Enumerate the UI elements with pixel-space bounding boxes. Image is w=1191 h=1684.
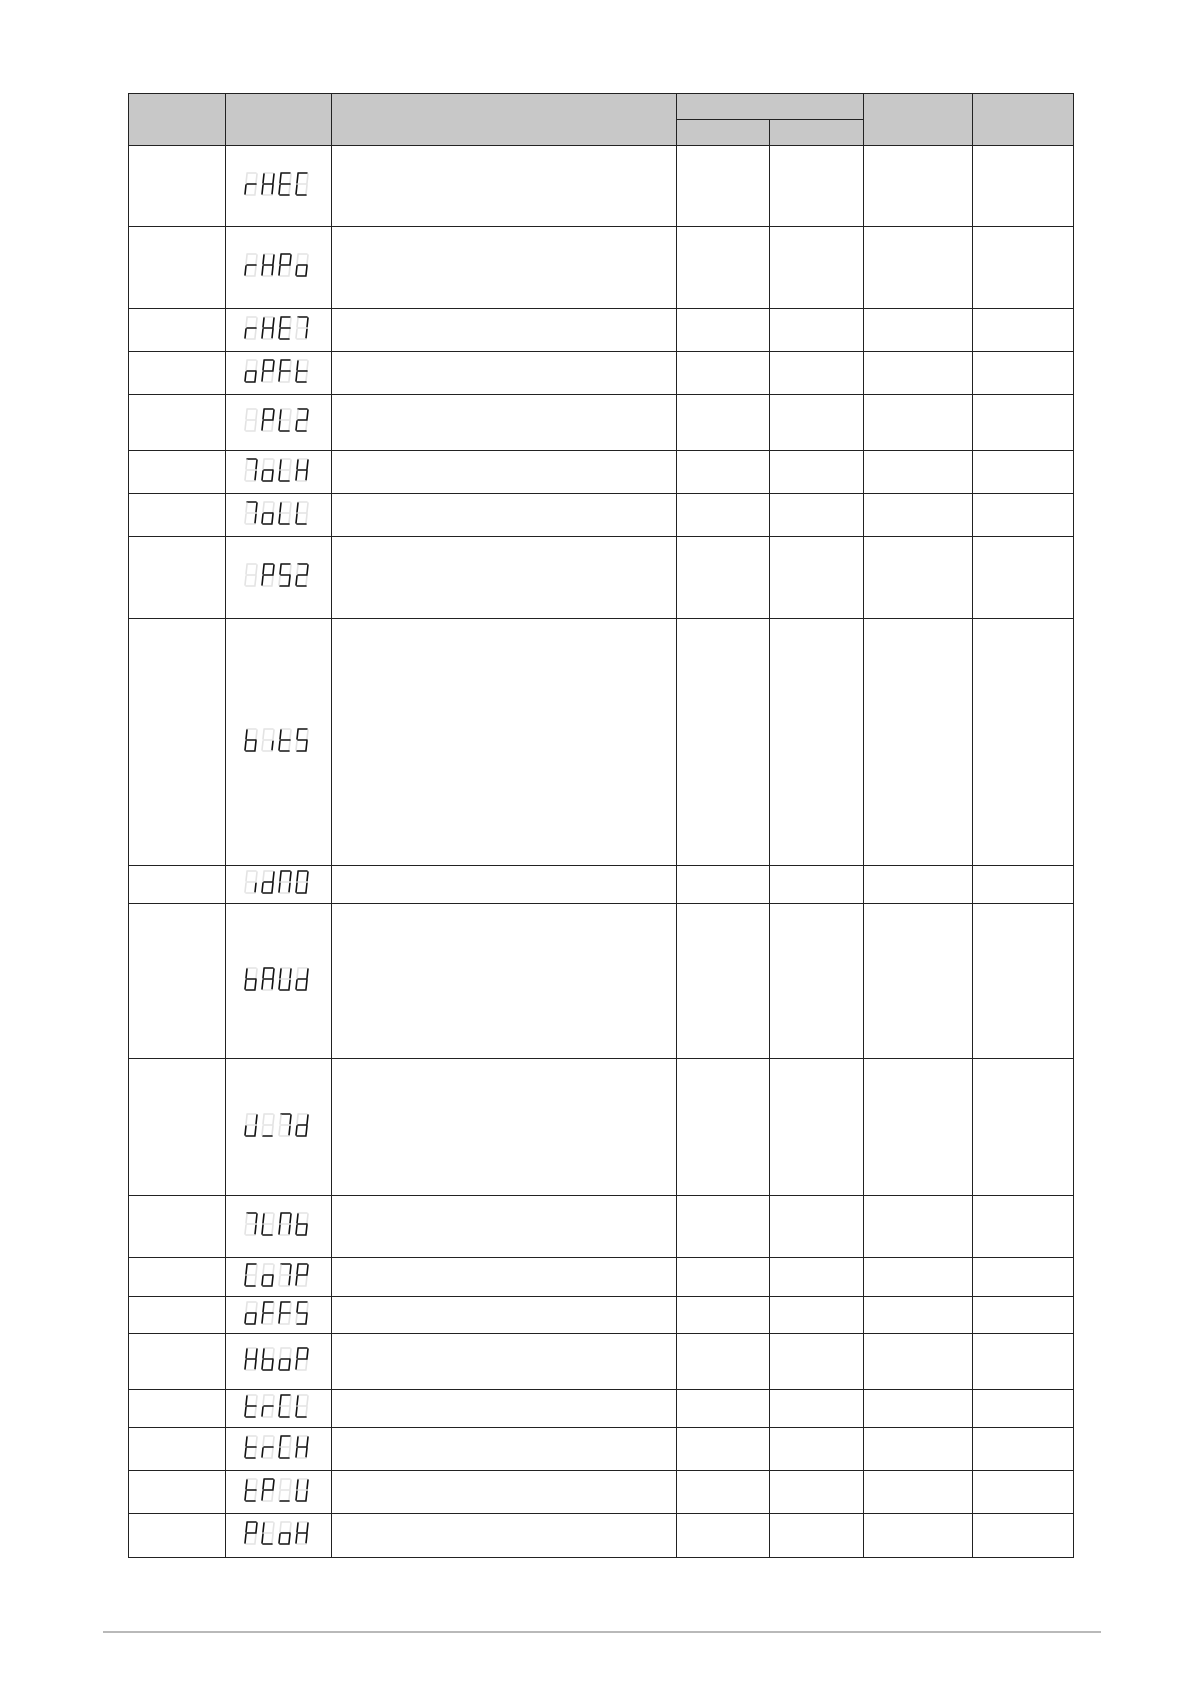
table-cell — [677, 619, 770, 866]
table-cell — [332, 352, 677, 395]
parameter-code-display — [226, 866, 332, 904]
table-cell — [863, 227, 972, 309]
header-group — [677, 94, 863, 120]
seven-segment-code — [243, 406, 315, 439]
table-row — [129, 904, 1074, 1059]
parameter-code-display — [226, 1514, 332, 1558]
table-cell — [770, 309, 863, 352]
header-col-3 — [332, 94, 677, 146]
table-row — [129, 494, 1074, 537]
table-cell — [863, 619, 972, 866]
table-row — [129, 1514, 1074, 1558]
table-cell — [129, 451, 226, 494]
seven-segment-code — [243, 170, 315, 203]
table-cell — [677, 1196, 770, 1258]
parameter-code-display — [226, 1059, 332, 1196]
table-cell — [972, 866, 1073, 904]
table-cell — [677, 1390, 770, 1428]
table-cell — [972, 1196, 1073, 1258]
table-cell — [770, 904, 863, 1059]
table-cell — [972, 1297, 1073, 1334]
table-cell — [332, 146, 677, 227]
parameter-code-display — [226, 619, 332, 866]
seven-segment-code — [243, 726, 315, 759]
table-row — [129, 1059, 1074, 1196]
seven-segment-code — [243, 561, 315, 594]
table-cell — [770, 1059, 863, 1196]
table-cell — [770, 1297, 863, 1334]
table-cell — [677, 1297, 770, 1334]
header-col-1 — [129, 94, 226, 146]
parameter-table — [128, 93, 1074, 1558]
seven-segment-code — [243, 456, 315, 489]
table-cell — [129, 1428, 226, 1471]
table-cell — [863, 352, 972, 395]
table-cell — [677, 537, 770, 619]
table-cell — [863, 537, 972, 619]
table-row — [129, 1258, 1074, 1297]
parameter-code-display — [226, 1471, 332, 1514]
parameter-code-display — [226, 451, 332, 494]
parameter-code-display — [226, 1334, 332, 1390]
table-cell — [972, 904, 1073, 1059]
table-cell — [863, 146, 972, 227]
table-cell — [770, 227, 863, 309]
table-cell — [129, 494, 226, 537]
table-cell — [677, 395, 770, 451]
table-cell — [863, 1059, 972, 1196]
table-cell — [129, 1514, 226, 1558]
table-cell — [332, 1390, 677, 1428]
table-cell — [677, 352, 770, 395]
table-cell — [129, 619, 226, 866]
table-row — [129, 309, 1074, 352]
parameter-code-display — [226, 1390, 332, 1428]
table-cell — [677, 1258, 770, 1297]
table-cell — [677, 866, 770, 904]
parameter-code-display — [226, 904, 332, 1059]
table-row — [129, 227, 1074, 309]
table-cell — [677, 1334, 770, 1390]
header-subcol-max — [770, 120, 863, 146]
seven-segment-code — [243, 1210, 315, 1243]
table-cell — [332, 1297, 677, 1334]
parameter-code-display — [226, 352, 332, 395]
table-cell — [770, 1471, 863, 1514]
table-cell — [332, 1196, 677, 1258]
table-cell — [677, 227, 770, 309]
table-cell — [770, 451, 863, 494]
table-cell — [332, 1059, 677, 1196]
table-row — [129, 395, 1074, 451]
table-cell — [770, 494, 863, 537]
table-cell — [332, 395, 677, 451]
table-cell — [129, 395, 226, 451]
table-cell — [863, 1514, 972, 1558]
table-cell — [129, 1390, 226, 1428]
parameter-code-display — [226, 1196, 332, 1258]
seven-segment-code — [243, 1261, 315, 1294]
seven-segment-code — [243, 499, 315, 532]
table-row — [129, 352, 1074, 395]
parameter-code-display — [226, 494, 332, 537]
seven-segment-code — [243, 251, 315, 284]
table-row — [129, 619, 1074, 866]
table-cell — [332, 904, 677, 1059]
table-cell — [677, 904, 770, 1059]
table-row — [129, 451, 1074, 494]
table-cell — [332, 227, 677, 309]
table-cell — [677, 1514, 770, 1558]
seven-segment-code — [243, 868, 315, 901]
table-cell — [677, 1059, 770, 1196]
table-row — [129, 537, 1074, 619]
table-cell — [332, 1258, 677, 1297]
table-cell — [770, 537, 863, 619]
table-cell — [129, 1297, 226, 1334]
table-cell — [770, 146, 863, 227]
table-cell — [770, 1428, 863, 1471]
table-row — [129, 1196, 1074, 1258]
table-cell — [770, 1514, 863, 1558]
table-row — [129, 866, 1074, 904]
table-cell — [863, 494, 972, 537]
table-cell — [972, 309, 1073, 352]
table-cell — [863, 1196, 972, 1258]
parameter-code-display — [226, 309, 332, 352]
table-cell — [972, 1514, 1073, 1558]
table-row — [129, 1297, 1074, 1334]
table-cell — [972, 1390, 1073, 1428]
table-cell — [972, 537, 1073, 619]
table-cell — [863, 451, 972, 494]
table-cell — [332, 1471, 677, 1514]
table-cell — [332, 1428, 677, 1471]
parameter-code-display — [226, 1428, 332, 1471]
seven-segment-code — [243, 1476, 315, 1509]
table-cell — [770, 619, 863, 866]
table-cell — [129, 866, 226, 904]
table-cell — [863, 395, 972, 451]
header-subcol-min — [677, 120, 770, 146]
table-cell — [863, 1390, 972, 1428]
seven-segment-code — [243, 1519, 315, 1552]
table-cell — [129, 1059, 226, 1196]
table-cell — [972, 619, 1073, 866]
table-cell — [770, 1258, 863, 1297]
table-cell — [972, 227, 1073, 309]
table-cell — [972, 352, 1073, 395]
table-row — [129, 1471, 1074, 1514]
table-cell — [972, 395, 1073, 451]
table-cell — [677, 494, 770, 537]
table-cell — [129, 1471, 226, 1514]
footer-rule — [103, 1631, 1101, 1633]
table-cell — [972, 451, 1073, 494]
table-row — [129, 1390, 1074, 1428]
table-cell — [863, 1334, 972, 1390]
seven-segment-code — [243, 965, 315, 998]
table-cell — [863, 904, 972, 1059]
table-cell — [863, 866, 972, 904]
table-cell — [677, 451, 770, 494]
table-cell — [129, 904, 226, 1059]
table-cell — [129, 1196, 226, 1258]
seven-segment-code — [243, 1433, 315, 1466]
table-row — [129, 1334, 1074, 1390]
table-cell — [972, 1059, 1073, 1196]
table-cell — [972, 1258, 1073, 1297]
parameter-code-display — [226, 227, 332, 309]
seven-segment-code — [243, 1345, 315, 1378]
table-cell — [770, 352, 863, 395]
table-cell — [863, 309, 972, 352]
table-cell — [332, 1334, 677, 1390]
table-cell — [129, 146, 226, 227]
table-cell — [770, 1196, 863, 1258]
parameter-code-display — [226, 395, 332, 451]
table-cell — [129, 1334, 226, 1390]
table-cell — [129, 227, 226, 309]
header-col-2 — [226, 94, 332, 146]
table-cell — [677, 309, 770, 352]
table-cell — [677, 1428, 770, 1471]
table-cell — [332, 537, 677, 619]
parameter-code-display — [226, 1297, 332, 1334]
table-cell — [677, 146, 770, 227]
table-cell — [332, 494, 677, 537]
table-cell — [332, 619, 677, 866]
seven-segment-code — [243, 314, 315, 347]
table-cell — [863, 1471, 972, 1514]
table-cell — [332, 866, 677, 904]
seven-segment-code — [243, 1299, 315, 1332]
table-cell — [972, 1334, 1073, 1390]
parameter-code-display — [226, 146, 332, 227]
table-cell — [332, 451, 677, 494]
table-cell — [129, 537, 226, 619]
parameter-code-display — [226, 1258, 332, 1297]
table-cell — [677, 1471, 770, 1514]
table-cell — [332, 1514, 677, 1558]
table-cell — [129, 1258, 226, 1297]
seven-segment-code — [243, 1111, 315, 1144]
table-row — [129, 146, 1074, 227]
header-col-6 — [863, 94, 972, 146]
table-cell — [770, 866, 863, 904]
table-cell — [129, 309, 226, 352]
table-cell — [972, 1428, 1073, 1471]
table-cell — [863, 1297, 972, 1334]
table-row — [129, 1428, 1074, 1471]
table-cell — [770, 395, 863, 451]
table-cell — [770, 1390, 863, 1428]
seven-segment-code — [243, 1392, 315, 1425]
table-cell — [332, 309, 677, 352]
table-cell — [863, 1428, 972, 1471]
table-cell — [972, 1471, 1073, 1514]
seven-segment-code — [243, 357, 315, 390]
table-cell — [863, 1258, 972, 1297]
table-cell — [972, 494, 1073, 537]
header-col-7 — [972, 94, 1073, 146]
table-cell — [770, 1334, 863, 1390]
table-cell — [129, 352, 226, 395]
parameter-code-display — [226, 537, 332, 619]
table-cell — [972, 146, 1073, 227]
